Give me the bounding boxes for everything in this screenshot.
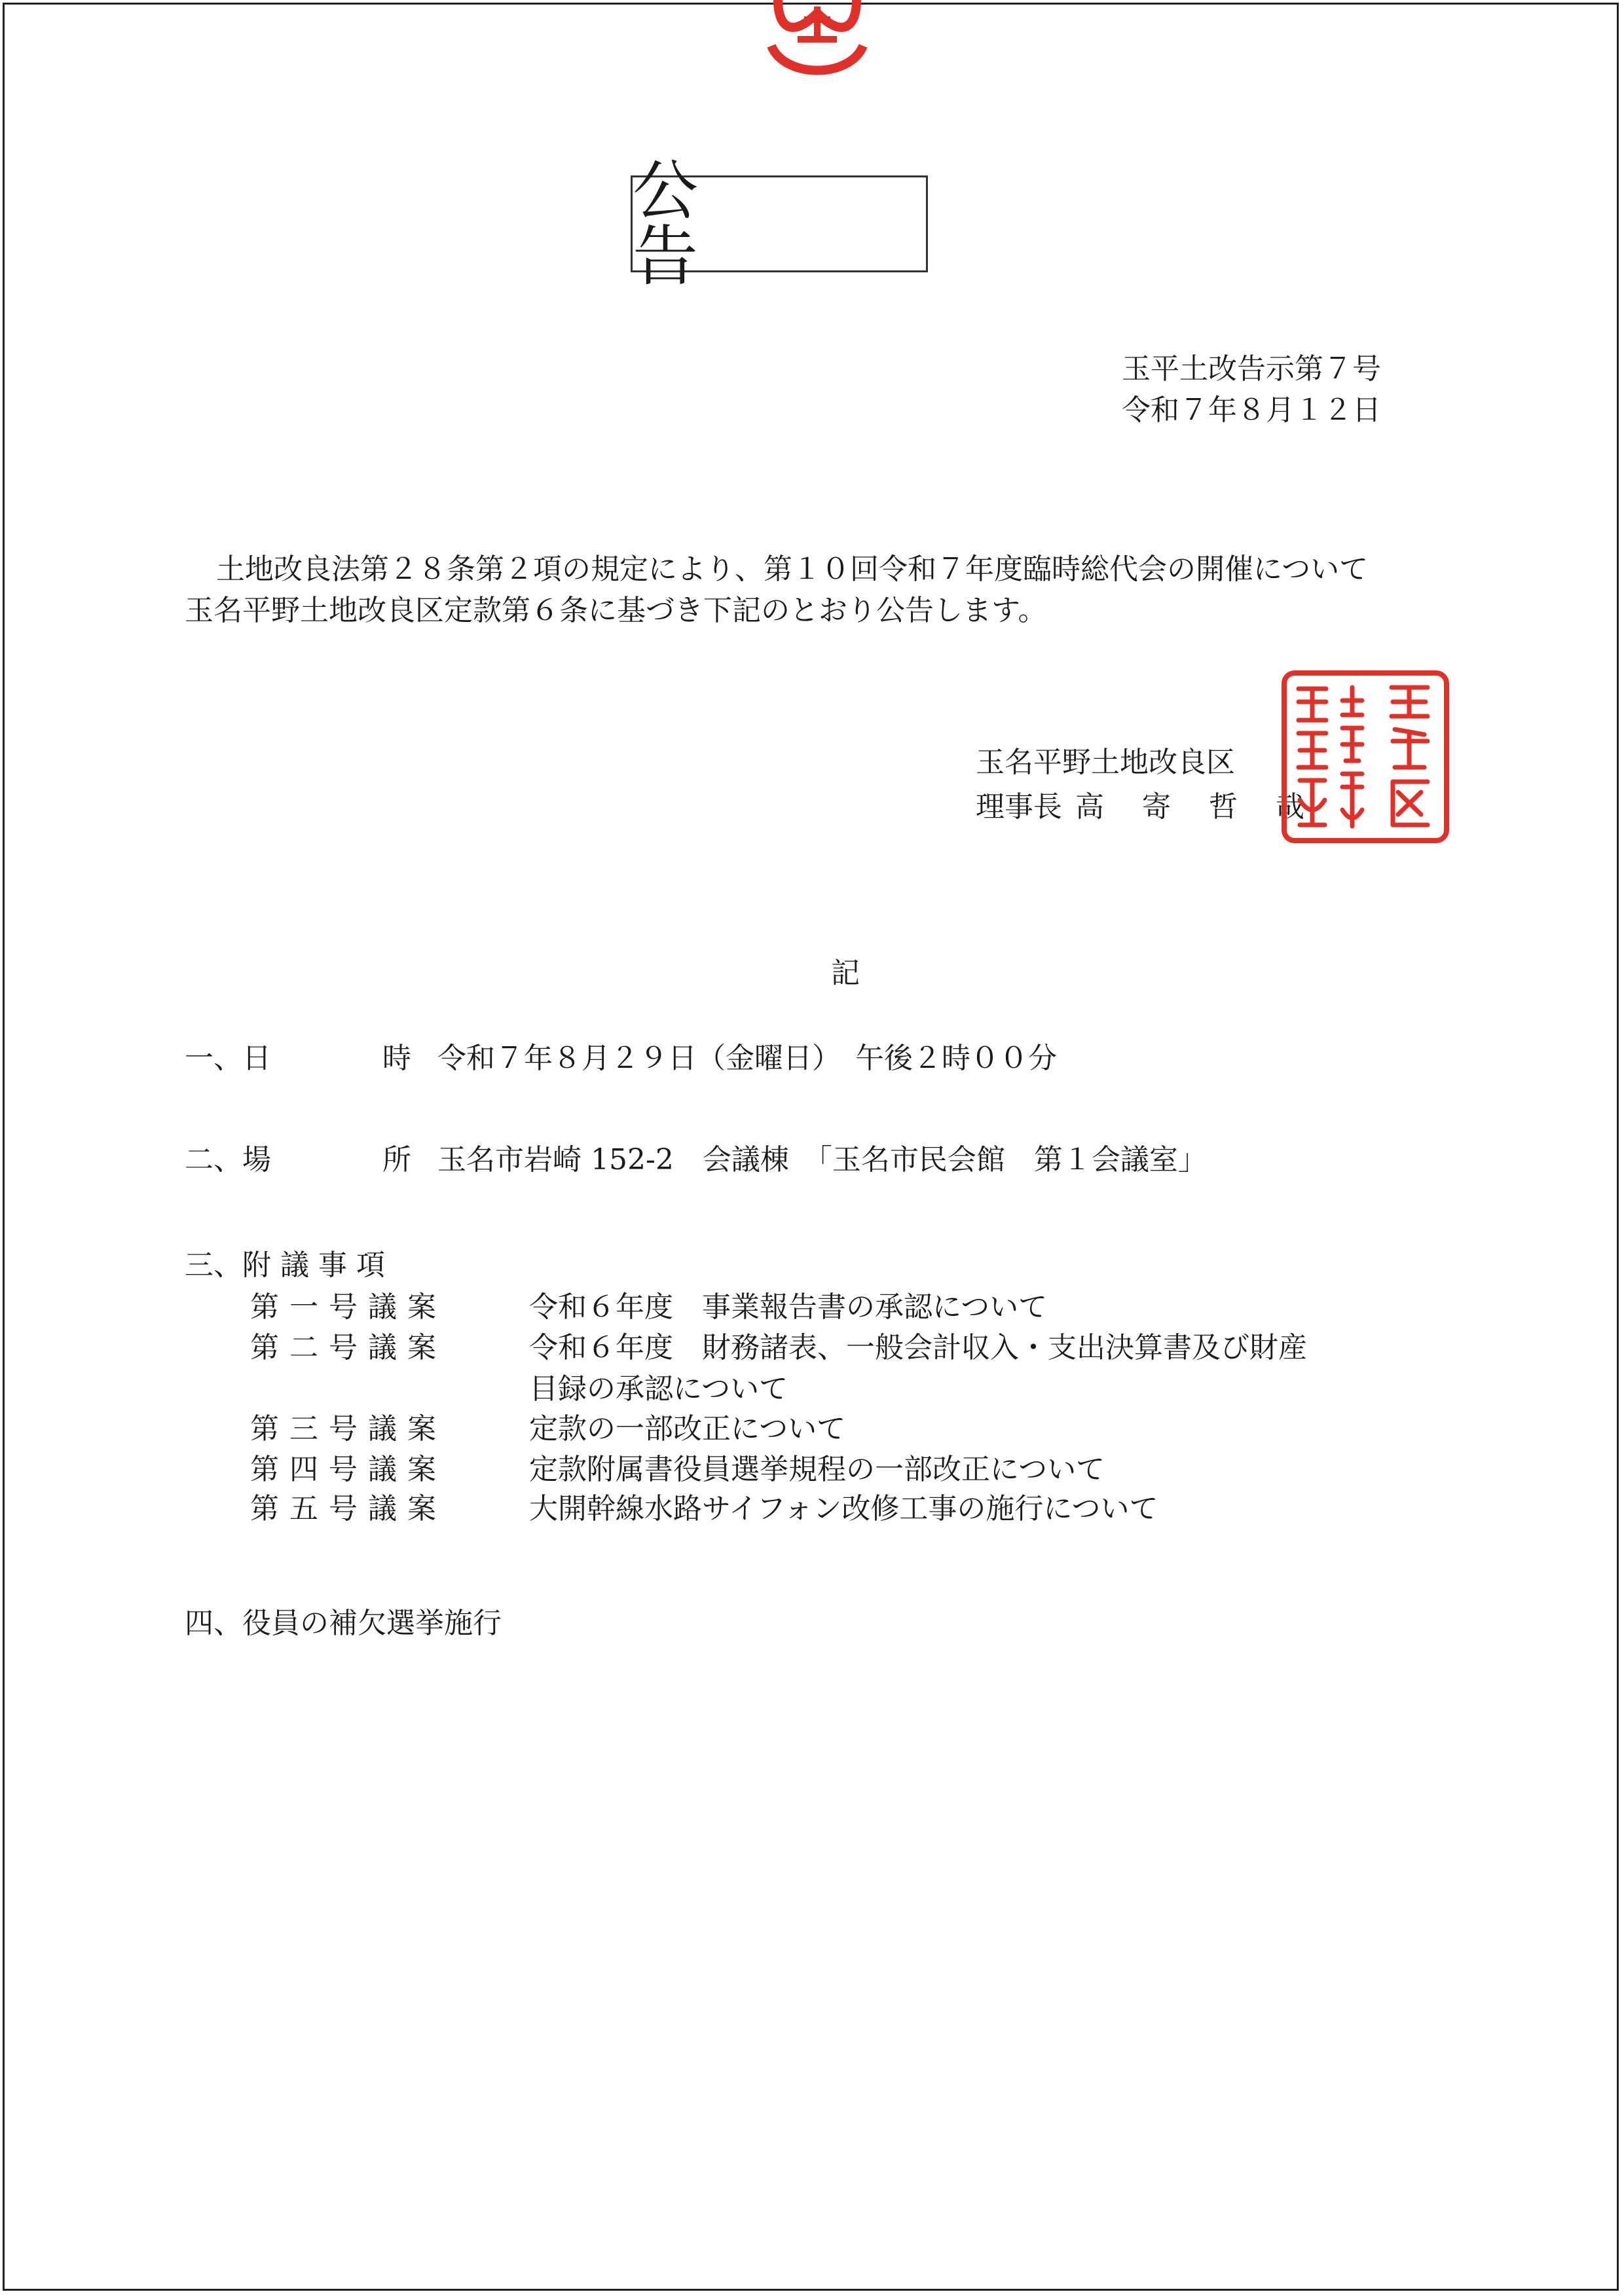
notice-number: 玉平土改告示第７号 bbox=[1122, 352, 1381, 386]
notice-date: 令和７年８月１２日 bbox=[1122, 393, 1381, 427]
agenda-number-2: 第二号議案 bbox=[250, 1331, 447, 1364]
item-date bbox=[185, 1034, 1057, 1076]
chair-name: 高 寄 哲 哉 bbox=[1075, 790, 1319, 824]
item-election: 四、役員の補欠選挙施行 bbox=[185, 1607, 502, 1640]
ki-heading: 記 bbox=[831, 957, 860, 990]
agenda-title-3: 定款の一部改正について bbox=[529, 1412, 846, 1446]
item-date-value: 令和７年８月２９日（金曜日） 午後２時００分 bbox=[437, 1042, 1057, 1075]
body-text-line-2: 玉名平野土地改良区定款第６条に基づき下記のとおり公告します。 bbox=[185, 594, 1047, 627]
item-place bbox=[185, 1136, 1207, 1178]
title-box bbox=[631, 153, 934, 295]
agenda-number-1: 第一号議案 bbox=[250, 1290, 447, 1324]
agenda-heading: 三、附 議 事 項 bbox=[185, 1248, 385, 1282]
agenda-title-1: 令和６年度 事業報告書の承認について bbox=[529, 1290, 1048, 1324]
item-date-label-a: 一、日 bbox=[185, 1042, 271, 1075]
item-place-label-a: 二、場 bbox=[185, 1143, 271, 1176]
partial-red-seal-icon bbox=[765, 0, 870, 85]
chair-title: 理事長 bbox=[976, 790, 1062, 824]
issuer-organization: 玉名平野土地改良区 bbox=[976, 746, 1235, 779]
agenda-title-4: 定款附属書役員選挙規程の一部改正について bbox=[529, 1453, 1105, 1486]
issuer-chair bbox=[976, 783, 1319, 825]
agenda-number-3: 第三号議案 bbox=[250, 1412, 447, 1446]
official-red-seal-icon bbox=[1280, 669, 1450, 845]
page-title: 公 告 bbox=[633, 153, 934, 295]
agenda-title-2-continued: 目録の承認について bbox=[529, 1372, 788, 1406]
body-text-line-1: 土地改良法第２８条第２項の規定により、第１０回令和７年度臨時総代会の開催について bbox=[216, 553, 1369, 586]
item-place-value: 玉名市岩崎 152-2 会議棟 「玉名市民会館 第１会議室」 bbox=[437, 1143, 1207, 1176]
agenda-number-4: 第四号議案 bbox=[250, 1453, 447, 1486]
agenda-title-5: 大開幹線水路サイフォン改修工事の施行について bbox=[529, 1492, 1158, 1525]
item-place-label-b: 所 bbox=[382, 1143, 411, 1176]
agenda-title-2: 令和６年度 財務諸表、一般会計収入・支出決算書及び財産 bbox=[529, 1331, 1307, 1364]
item-date-label-b: 時 bbox=[382, 1042, 411, 1075]
agenda-number-5: 第五号議案 bbox=[250, 1492, 447, 1525]
